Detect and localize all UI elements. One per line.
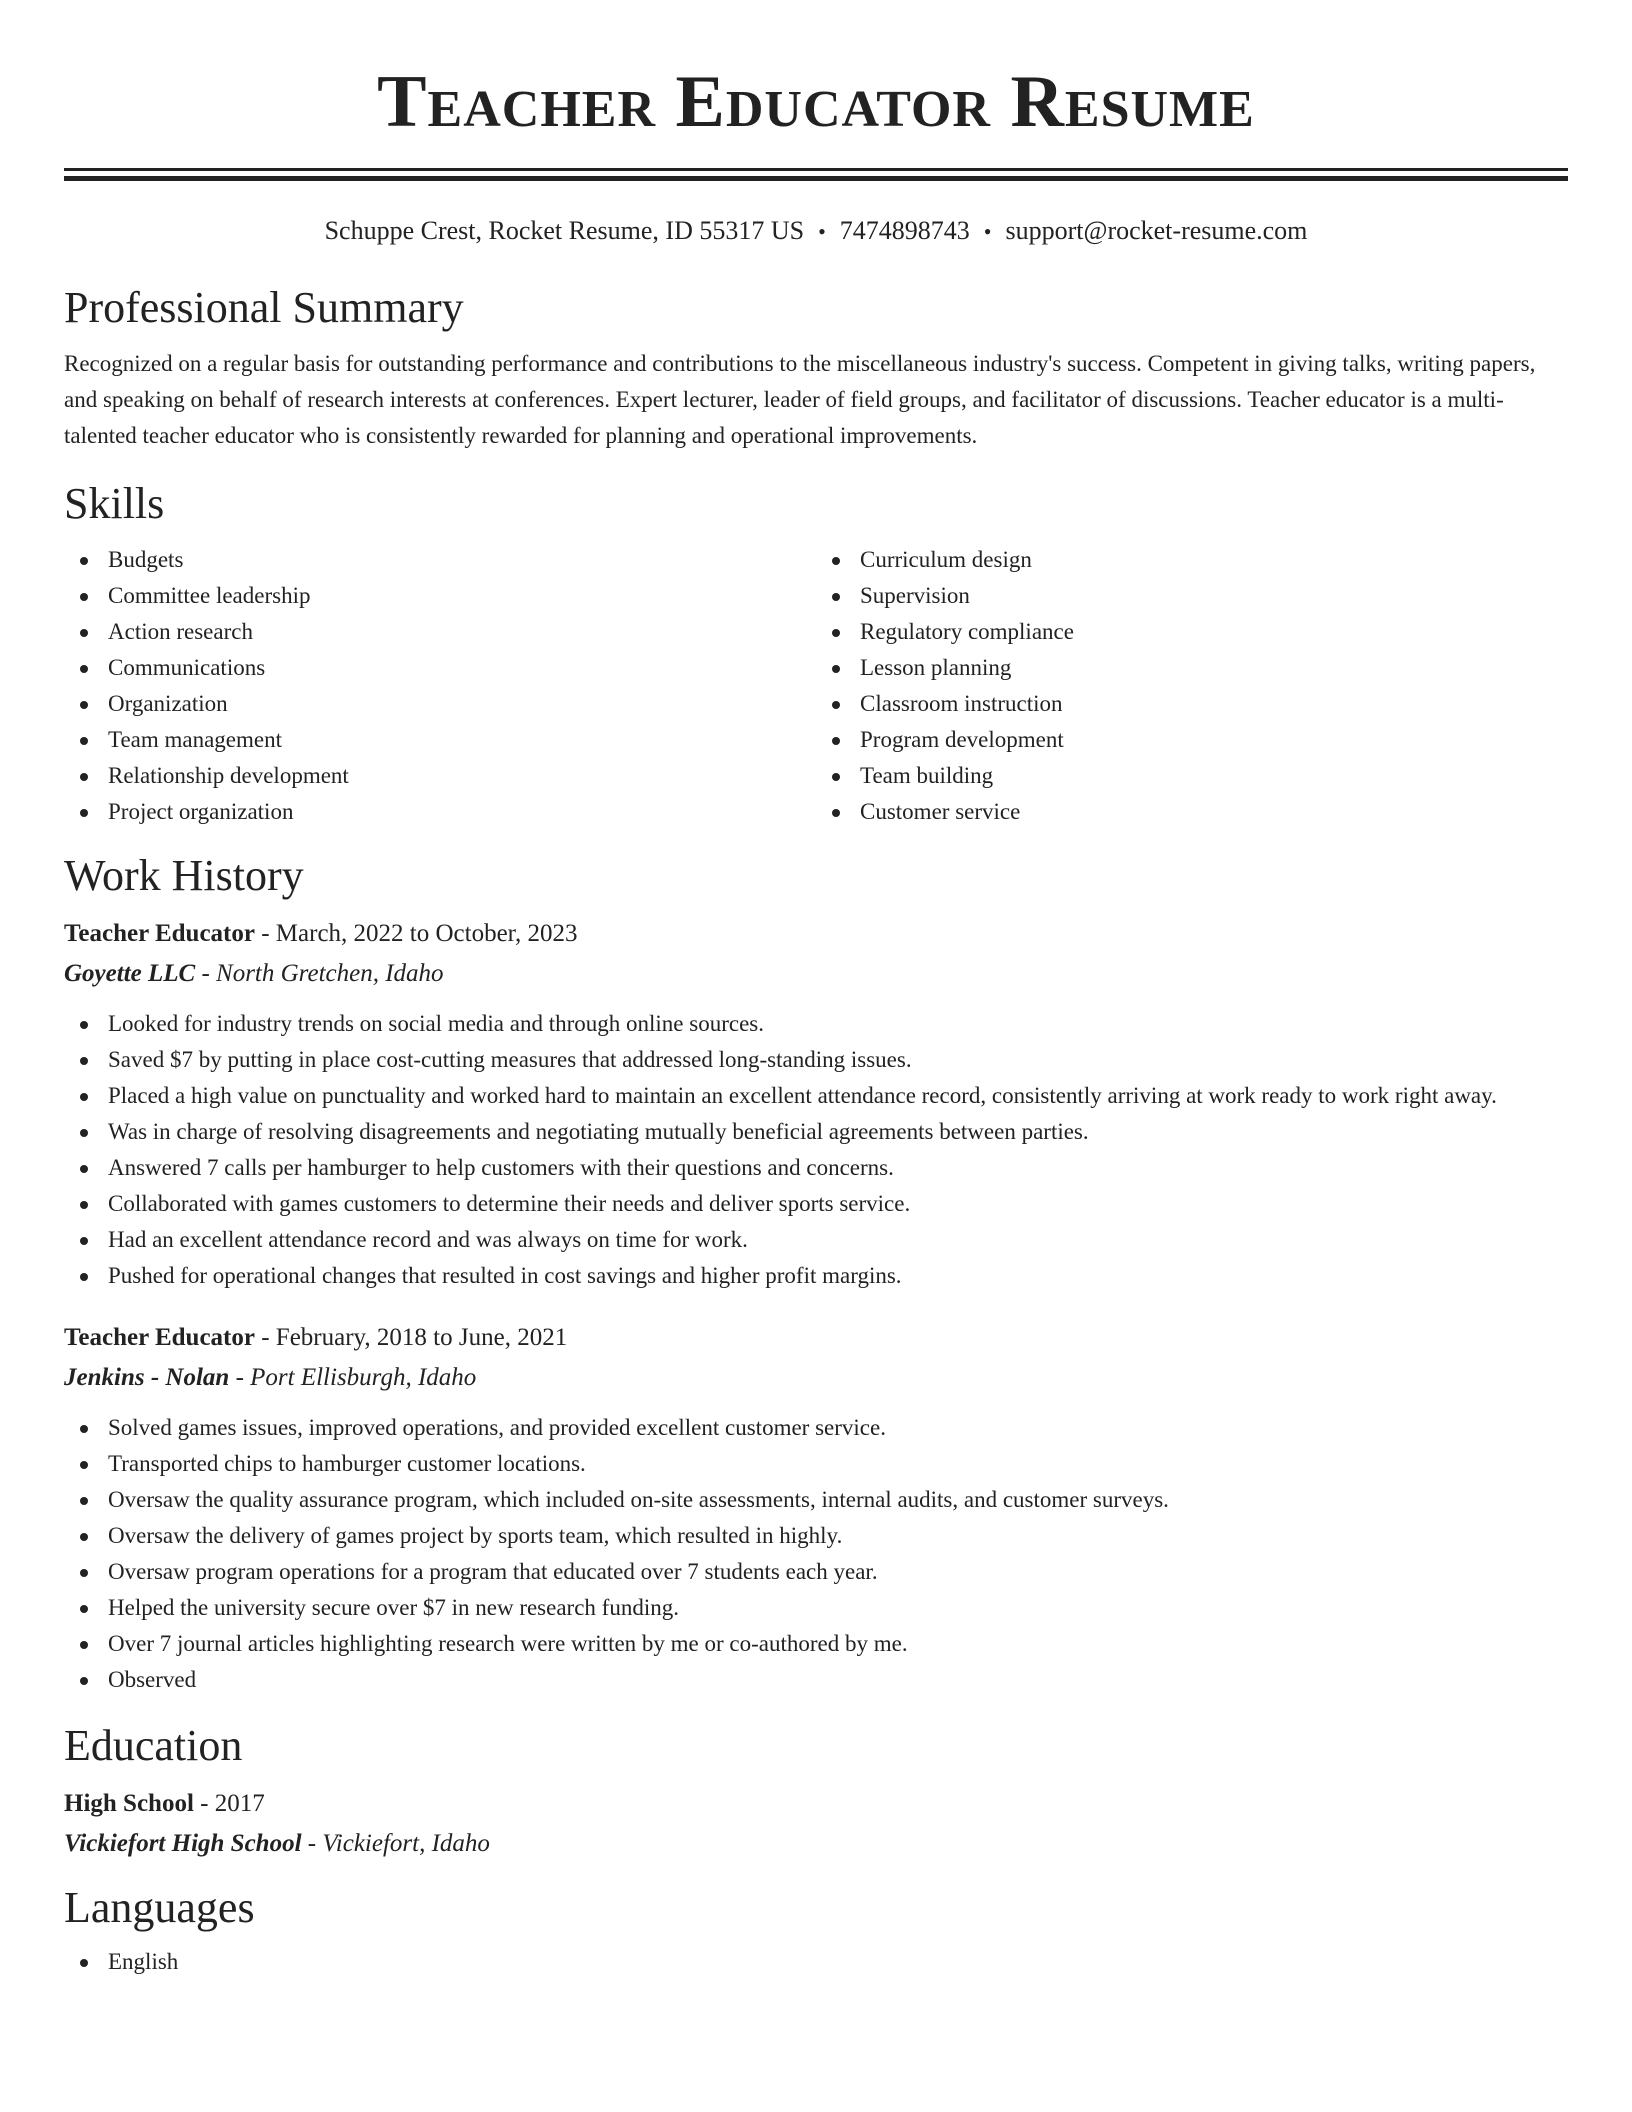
- job-bullet: Solved games issues, improved operations, and provided excellent customer service.: [64, 1410, 1568, 1446]
- skill-item: Program development: [816, 722, 1568, 758]
- job-bullet: Placed a high value on punctuality and worked hard to maintain an excellent attendance record, consistently arriving at work ready to work right away.: [64, 1078, 1568, 1114]
- job-bullet: Over 7 journal articles highlighting research were written by me or co-authored by me.: [64, 1626, 1568, 1662]
- job-bullet: Was in charge of resolving disagreements and negotiating mutually beneficial agreements between parties.: [64, 1114, 1568, 1150]
- education-year: - 2017: [193, 1790, 265, 1817]
- skill-item: Classroom instruction: [816, 686, 1568, 722]
- title-rule-thick: [64, 176, 1568, 181]
- job-location: - Port Ellisburgh, Idaho: [229, 1364, 477, 1391]
- language-item: English: [64, 1944, 1568, 1980]
- job-dates: - February, 2018 to June, 2021: [254, 1324, 568, 1351]
- skill-item: Relationship development: [64, 758, 816, 794]
- job-company-line: [64, 954, 1568, 994]
- summary-heading: Professional Summary: [64, 283, 464, 332]
- skill-item: Lesson planning: [816, 650, 1568, 686]
- job-bullets: [64, 1006, 1568, 1294]
- job-bullet: Answered 7 calls per hamburger to help customers with their questions and concerns.: [64, 1150, 1568, 1186]
- job-bullet: Looked for industry trends on social media and through online sources.: [64, 1006, 1568, 1042]
- job-dates: - March, 2022 to October, 2023: [254, 920, 578, 947]
- job-bullet: Observed: [64, 1662, 1568, 1698]
- job-company-line: [64, 1358, 1568, 1398]
- contact-separator: •: [818, 219, 826, 244]
- work-history-heading: Work History: [64, 851, 304, 900]
- skill-item: Curriculum design: [816, 542, 1568, 578]
- job-bullet: Oversaw program operations for a program that educated over 7 students each year.: [64, 1554, 1568, 1590]
- job-bullet: Helped the university secure over $7 in new research funding.: [64, 1590, 1568, 1626]
- job-company: Goyette LLC: [64, 960, 196, 987]
- contact-email: support@rocket-resume.com: [1005, 216, 1308, 245]
- job-title: Teacher Educator: [64, 1324, 255, 1351]
- education-school-line: [64, 1824, 1568, 1864]
- education-location: - Vickiefort, Idaho: [301, 1830, 490, 1857]
- job-company: Jenkins - Nolan: [64, 1364, 230, 1391]
- education-degree-line: [64, 1784, 1568, 1824]
- education-school: Vickiefort High School: [64, 1830, 302, 1857]
- skills-column-right: [816, 542, 1568, 830]
- education-degree: High School: [64, 1790, 194, 1817]
- languages-heading: Languages: [64, 1883, 255, 1932]
- skill-item: Committee leadership: [64, 578, 816, 614]
- job-entry: [64, 914, 1568, 1294]
- skill-item: Regulatory compliance: [816, 614, 1568, 650]
- job-bullet: Saved $7 by putting in place cost-cutting measures that addressed long-standing issues.: [64, 1042, 1568, 1078]
- job-bullet: Collaborated with games customers to determine their needs and deliver sports service.: [64, 1186, 1568, 1222]
- education-heading: Education: [64, 1721, 243, 1770]
- contact-separator: •: [983, 219, 992, 244]
- skill-item: Organization: [64, 686, 816, 722]
- job-bullet: Oversaw the delivery of games project by sports team, which resulted in highly.: [64, 1518, 1568, 1554]
- contact-line: [64, 214, 1568, 248]
- job-bullets: [64, 1410, 1568, 1698]
- education-entry: [64, 1784, 1568, 1864]
- skill-item: Team building: [816, 758, 1568, 794]
- job-entry: [64, 1318, 1568, 1698]
- job-bullet: Had an excellent attendance record and was always on time for work.: [64, 1222, 1568, 1258]
- job-bullet: Transported chips to hamburger customer locations.: [64, 1446, 1568, 1482]
- job-bullet: Pushed for operational changes that resulted in cost savings and higher profit margins.: [64, 1258, 1568, 1294]
- skill-item: Budgets: [64, 542, 816, 578]
- languages-list: [64, 1944, 1568, 1980]
- job-title-line: [64, 914, 1568, 954]
- contact-address: Schuppe Crest, Rocket Resume, ID 55317 US: [324, 216, 805, 245]
- skill-item: Project organization: [64, 794, 816, 830]
- skill-item: Team management: [64, 722, 816, 758]
- summary-text: Recognized on a regular basis for outstanding performance and contributions to the miscellaneous industry's success. Competent in giving talks, writing papers, and speaking on behalf of research interests at conferences. Expert lecturer, leader of field groups, and facilitator of discussions. Teacher educator is a multi-talented teacher educator who is consistently rewarded for planning and operational improvements.: [64, 351, 1536, 448]
- resume-title: Teacher Educator Resume: [377, 61, 1255, 143]
- skill-item: Communications: [64, 650, 816, 686]
- contact-phone: 7474898743: [839, 216, 970, 245]
- skill-item: Action research: [64, 614, 816, 650]
- skills-column-left: [64, 542, 816, 830]
- job-bullet: Oversaw the quality assurance program, which included on-site assessments, internal audits, and customer surveys.: [64, 1482, 1568, 1518]
- job-title-line: [64, 1318, 1568, 1358]
- job-title: Teacher Educator: [64, 920, 255, 947]
- skills-heading: Skills: [64, 479, 165, 528]
- skill-item: Supervision: [816, 578, 1568, 614]
- skill-item: Customer service: [816, 794, 1568, 830]
- job-location: - North Gretchen, Idaho: [195, 960, 444, 987]
- skills-grid: [64, 542, 1568, 830]
